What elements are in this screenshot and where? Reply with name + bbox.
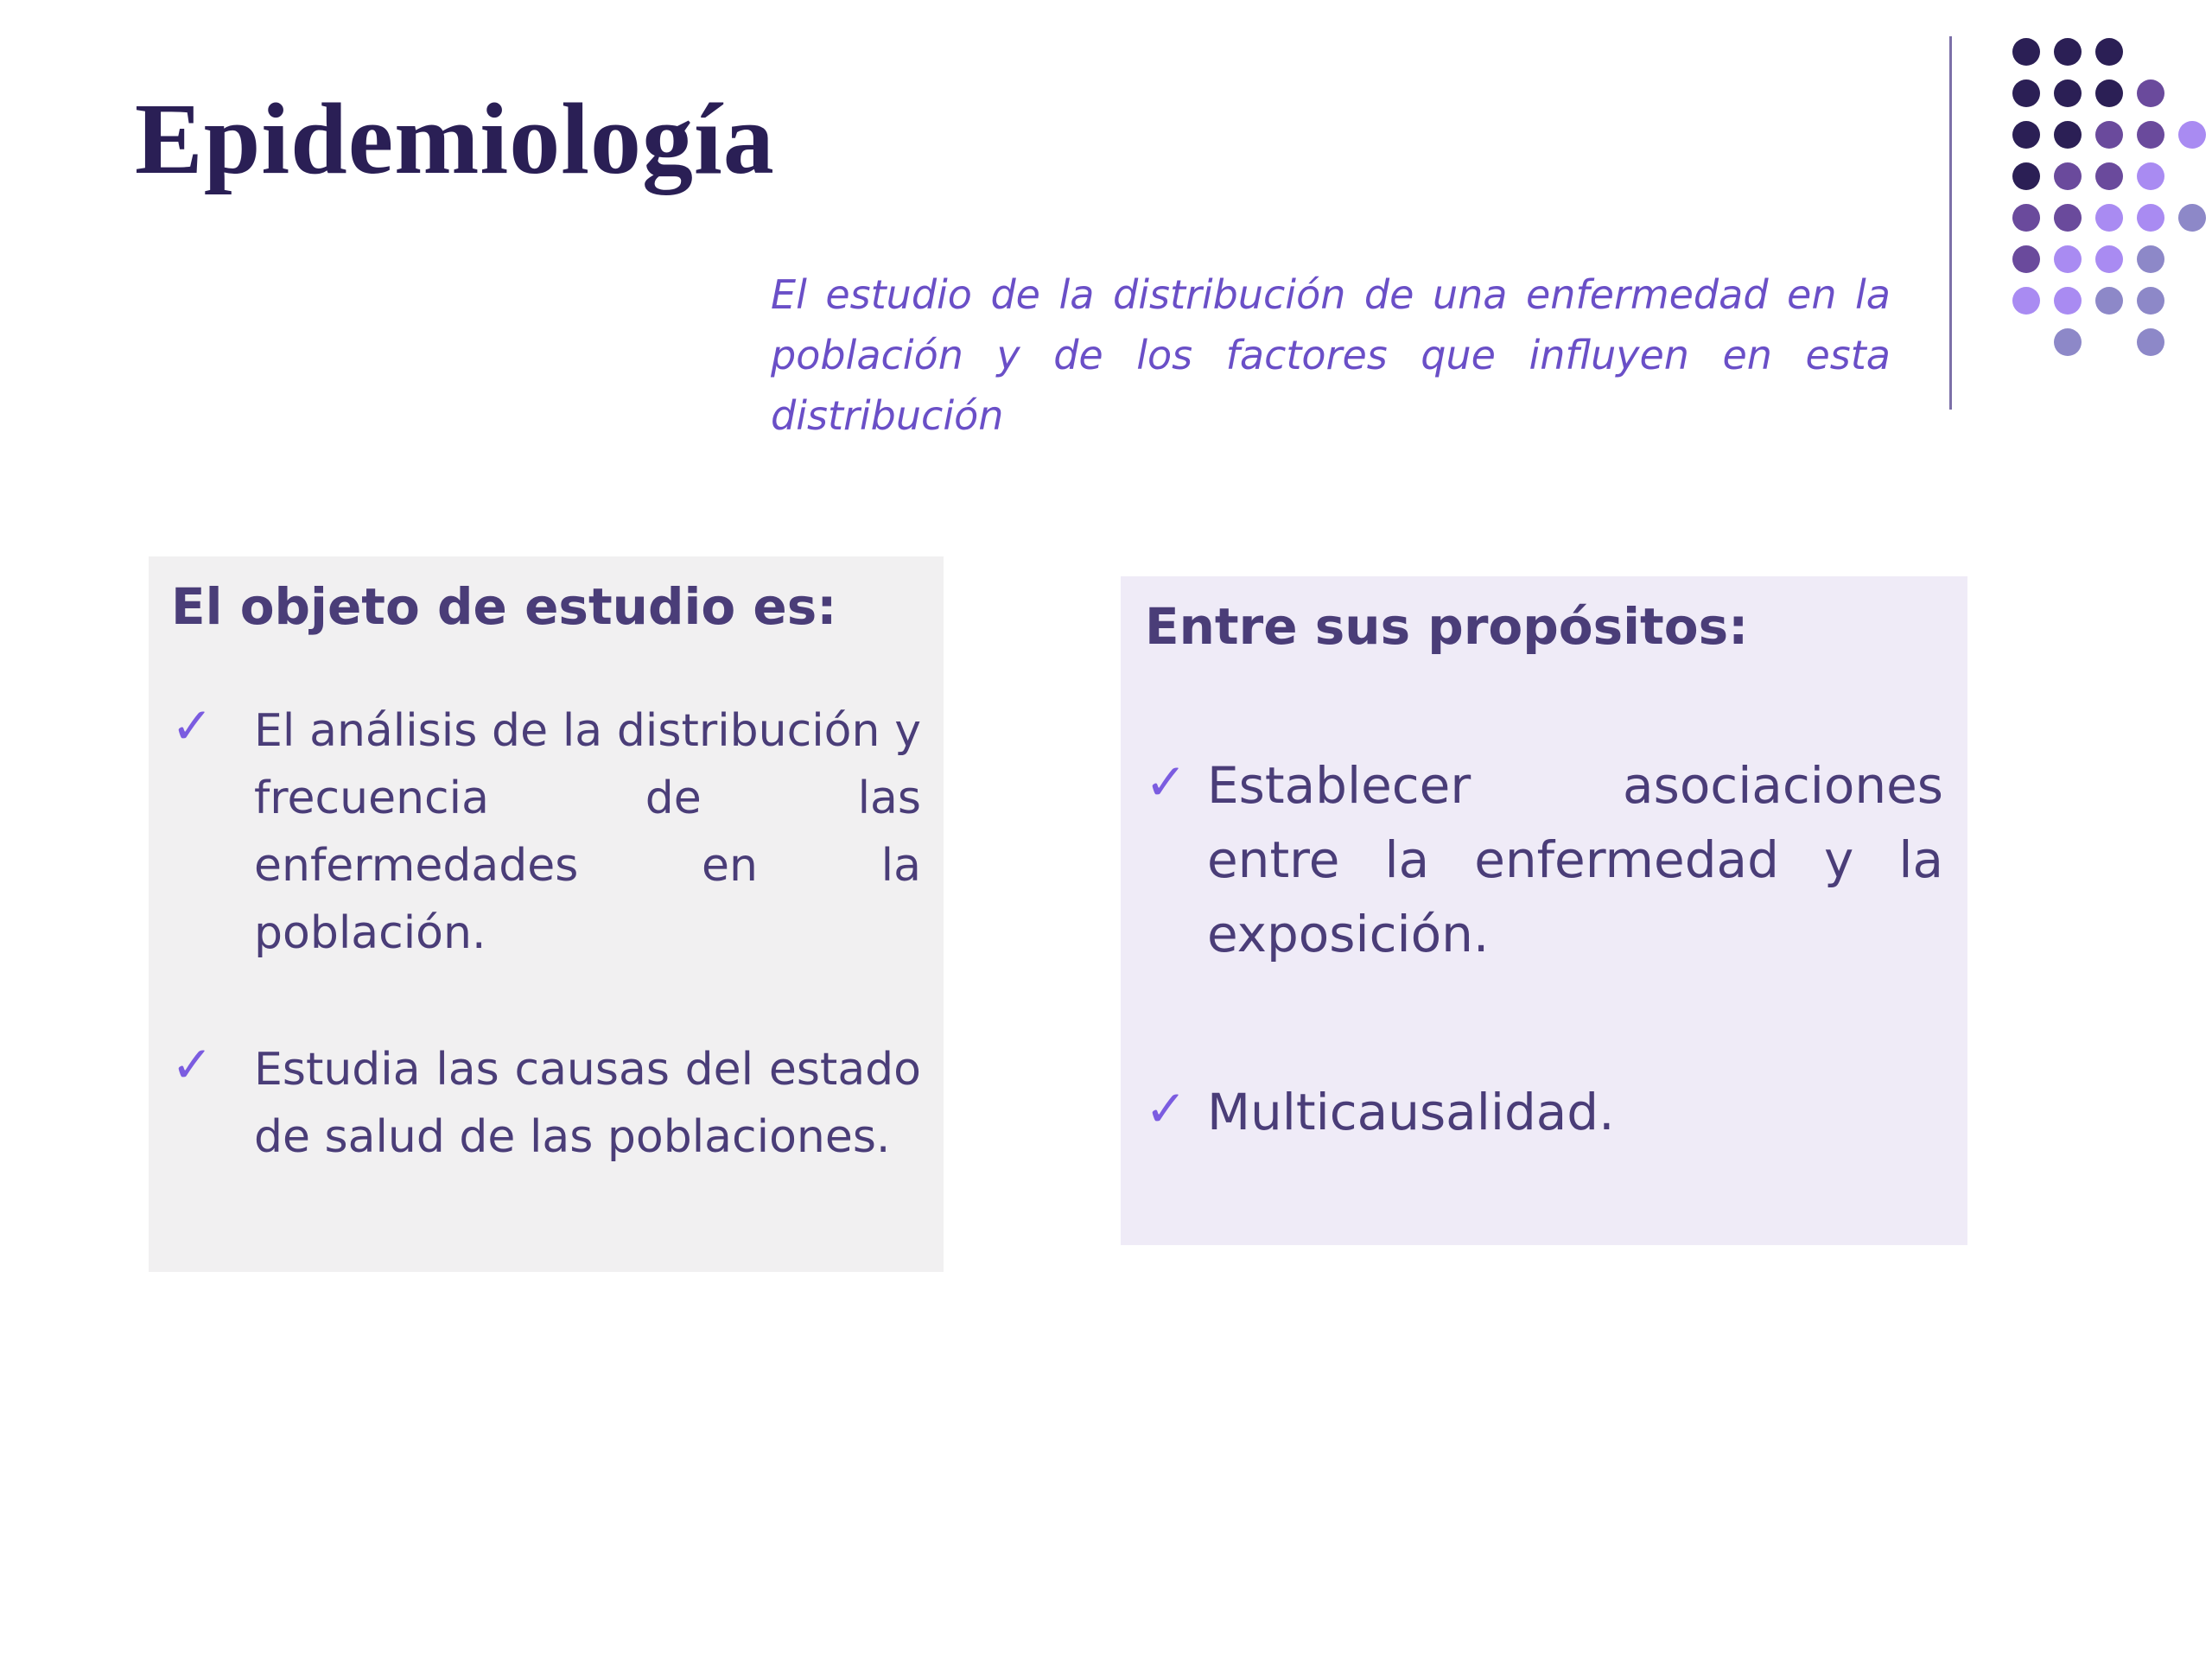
decorative-dot <box>2137 162 2164 190</box>
slide-subtitle: El estudio de la distribución de una enfermedad en la población y de los factores que influyen en esta distribución <box>771 271 1891 439</box>
decorative-dot <box>2178 204 2206 232</box>
decorative-dot <box>2137 204 2164 232</box>
decorative-dot <box>2012 121 2040 149</box>
purposes-box <box>1121 576 1967 1245</box>
decorative-dot <box>2012 79 2040 107</box>
decorative-dot <box>2095 162 2123 190</box>
decorative-dot <box>2012 38 2040 66</box>
objective-list <box>171 697 921 1171</box>
decorative-dot <box>2012 245 2040 273</box>
decorative-dot <box>2054 287 2082 315</box>
list-item <box>1145 748 1943 971</box>
list-item-text: Estudia las causas del estado de salud de las poblaciones. <box>254 1043 921 1163</box>
objective-box <box>149 556 944 1272</box>
decorative-dot <box>2178 121 2206 149</box>
decorative-dot <box>2054 204 2082 232</box>
purposes-list <box>1145 748 1943 1149</box>
decorative-dot <box>2095 204 2123 232</box>
decorative-dot <box>2012 287 2040 315</box>
list-item <box>1145 1075 1943 1149</box>
slide-title: Epidemiología <box>135 82 775 195</box>
decorative-dot <box>2095 79 2123 107</box>
check-icon: ✓ <box>1145 752 1187 811</box>
check-icon: ✓ <box>171 1034 213 1094</box>
check-icon: ✓ <box>171 696 213 755</box>
list-item-text: Multicausalidad. <box>1207 1082 1615 1141</box>
decorative-dot <box>2137 245 2164 273</box>
objective-heading: El objeto de estudio es: <box>171 577 837 636</box>
list-item <box>171 697 921 967</box>
decorative-dot <box>2012 162 2040 190</box>
decorative-dot <box>2054 79 2082 107</box>
list-item-text: El análisis de la distribución y frecuencia de las enfermedades en la población. <box>254 704 921 959</box>
divider-line <box>1949 36 1952 410</box>
decorative-dot <box>2137 79 2164 107</box>
list-item-text: Establecer asociaciones entre la enfermedad y la exposición. <box>1207 755 1943 963</box>
decorative-dot <box>2137 328 2164 356</box>
purposes-heading: Entre sus propósitos: <box>1145 597 1749 656</box>
decorative-dot <box>2054 245 2082 273</box>
decorative-dot <box>2095 121 2123 149</box>
list-item <box>171 1036 921 1171</box>
decorative-dot <box>2137 121 2164 149</box>
decorative-dot <box>2054 38 2082 66</box>
decorative-dot <box>2054 328 2082 356</box>
check-icon: ✓ <box>1145 1078 1187 1138</box>
decorative-dot <box>2012 204 2040 232</box>
decorative-dot <box>2054 121 2082 149</box>
decorative-dot <box>2095 38 2123 66</box>
decorative-dot <box>2095 287 2123 315</box>
decorative-dot <box>2054 162 2082 190</box>
decorative-dot <box>2095 245 2123 273</box>
decorative-dot <box>2137 287 2164 315</box>
